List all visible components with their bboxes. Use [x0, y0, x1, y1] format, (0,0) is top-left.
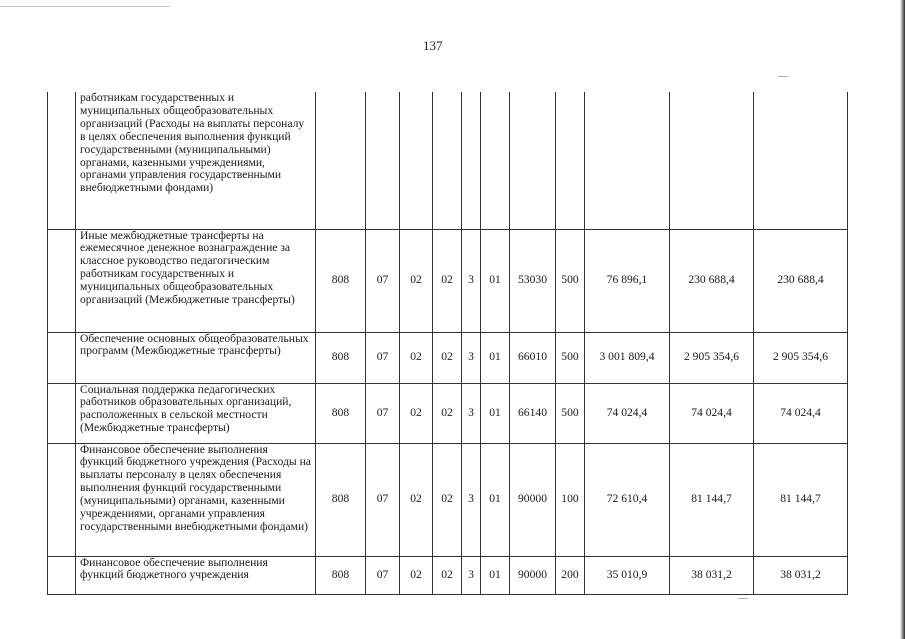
table-row [48, 383, 848, 443]
direction-cell [510, 92, 556, 229]
program-cell: 02 [433, 383, 462, 443]
podrazdel-cell: 02 [400, 556, 433, 594]
scan-mark [738, 598, 748, 599]
sum-3-cell: 2 905 354,6 [754, 332, 848, 383]
subprogram-cell: 3 [462, 556, 481, 594]
ved-cell [316, 92, 366, 229]
row-name: Социальная поддержка педагогических работников образовательных организаций, расположенных в сельской местности (Межбюджетные трансферты) [76, 383, 316, 443]
table-body [48, 92, 848, 594]
sum-1-cell: 74 024,4 [585, 383, 670, 443]
subprogram-cell: 3 [462, 443, 481, 556]
sum-3-cell: 74 024,4 [754, 383, 848, 443]
row-name: Обеспечение основных общеобразовательных программ (Межбюджетные трансферты) [76, 332, 316, 383]
sum-1-cell: 72 610,4 [585, 443, 670, 556]
sum-1-cell: 35 010,9 [585, 556, 670, 594]
sum-2-cell: 2 905 354,6 [670, 332, 754, 383]
razdel-cell: 07 [366, 556, 400, 594]
sum-3-cell: 81 144,7 [754, 443, 848, 556]
row-margin-cell [48, 229, 76, 332]
razdel-cell: 07 [366, 332, 400, 383]
row-name: Иные межбюджетные трансферты на ежемесячное денежное вознаграждение за классное руководство педагогическим работникам государственных и муниципальных общеобразовательных организаций (Межбюджетные трансферты) [76, 229, 316, 332]
row-margin-cell [48, 556, 76, 594]
sum-3-cell: 38 031,2 [754, 556, 848, 594]
budget-table [47, 92, 848, 595]
sum-2-cell: 81 144,7 [670, 443, 754, 556]
sum-3-cell: 230 688,4 [754, 229, 848, 332]
vr-cell: 500 [556, 332, 585, 383]
podrazdel-cell: 02 [400, 229, 433, 332]
sum-1-cell: 3 001 809,4 [585, 332, 670, 383]
vr-cell: 100 [556, 443, 585, 556]
scan-mark [778, 76, 788, 77]
event-cell: 01 [481, 556, 510, 594]
podrazdel-cell: 02 [400, 383, 433, 443]
event-cell [481, 92, 510, 229]
vr-cell [556, 92, 585, 229]
table-row [48, 92, 848, 229]
program-cell: 02 [433, 229, 462, 332]
event-cell: 01 [481, 383, 510, 443]
row-margin-cell [48, 92, 76, 229]
direction-cell: 53030 [510, 229, 556, 332]
page-number: 137 [423, 38, 443, 53]
razdel-cell: 07 [366, 443, 400, 556]
table-row [48, 229, 848, 332]
row-margin-cell [48, 383, 76, 443]
table-row [48, 332, 848, 383]
direction-cell: 90000 [510, 556, 556, 594]
subprogram-cell: 3 [462, 383, 481, 443]
vr-cell: 500 [556, 229, 585, 332]
event-cell: 01 [481, 443, 510, 556]
sum-3-cell [754, 92, 848, 229]
subprogram-cell: 3 [462, 332, 481, 383]
podrazdel-cell [400, 92, 433, 229]
direction-cell: 90000 [510, 443, 556, 556]
razdel-cell: 07 [366, 229, 400, 332]
ved-cell: 808 [316, 332, 366, 383]
subprogram-cell [462, 92, 481, 229]
sum-2-cell: 74 024,4 [670, 383, 754, 443]
vr-cell: 200 [556, 556, 585, 594]
row-margin-cell [48, 332, 76, 383]
direction-cell: 66140 [510, 383, 556, 443]
row-name: Финансовое обеспечение выполнения функций бюджетного учреждения [76, 556, 316, 594]
row-margin-cell [48, 443, 76, 556]
row-name: работникам государственных и муниципальных общеобразовательных организаций (Расходы на выплаты персоналу в целях обеспечения выполнения функций государственными (муниципальными) органами, казенными учреждениями, органами управления государственными внебюджетными фондами) [76, 92, 316, 229]
ved-cell: 808 [316, 443, 366, 556]
program-cell: 02 [433, 443, 462, 556]
event-cell: 01 [481, 229, 510, 332]
event-cell: 01 [481, 332, 510, 383]
row-name: Финансовое обеспечение выполнения функций бюджетного учреждения (Расходы на выплаты персоналу в целях обеспечения выполнения функций государственными (муниципальными) органами, казенными учреждениями, органами управления государственными внебюджетными фондами) [76, 443, 316, 556]
table-row [48, 443, 848, 556]
program-cell [433, 92, 462, 229]
sum-2-cell: 230 688,4 [670, 229, 754, 332]
sum-2-cell: 38 031,2 [670, 556, 754, 594]
podrazdel-cell: 02 [400, 332, 433, 383]
table-row [48, 556, 848, 594]
subprogram-cell: 3 [462, 229, 481, 332]
razdel-cell [366, 92, 400, 229]
scan-edge [900, 0, 905, 639]
program-cell: 02 [433, 332, 462, 383]
sum-1-cell: 76 896,1 [585, 229, 670, 332]
podrazdel-cell: 02 [400, 443, 433, 556]
scan-top-rule [0, 6, 170, 7]
direction-cell: 66010 [510, 332, 556, 383]
sum-2-cell [670, 92, 754, 229]
sum-1-cell [585, 92, 670, 229]
vr-cell: 500 [556, 383, 585, 443]
program-cell: 02 [433, 556, 462, 594]
ved-cell: 808 [316, 229, 366, 332]
ved-cell: 808 [316, 383, 366, 443]
razdel-cell: 07 [366, 383, 400, 443]
ved-cell: 808 [316, 556, 366, 594]
